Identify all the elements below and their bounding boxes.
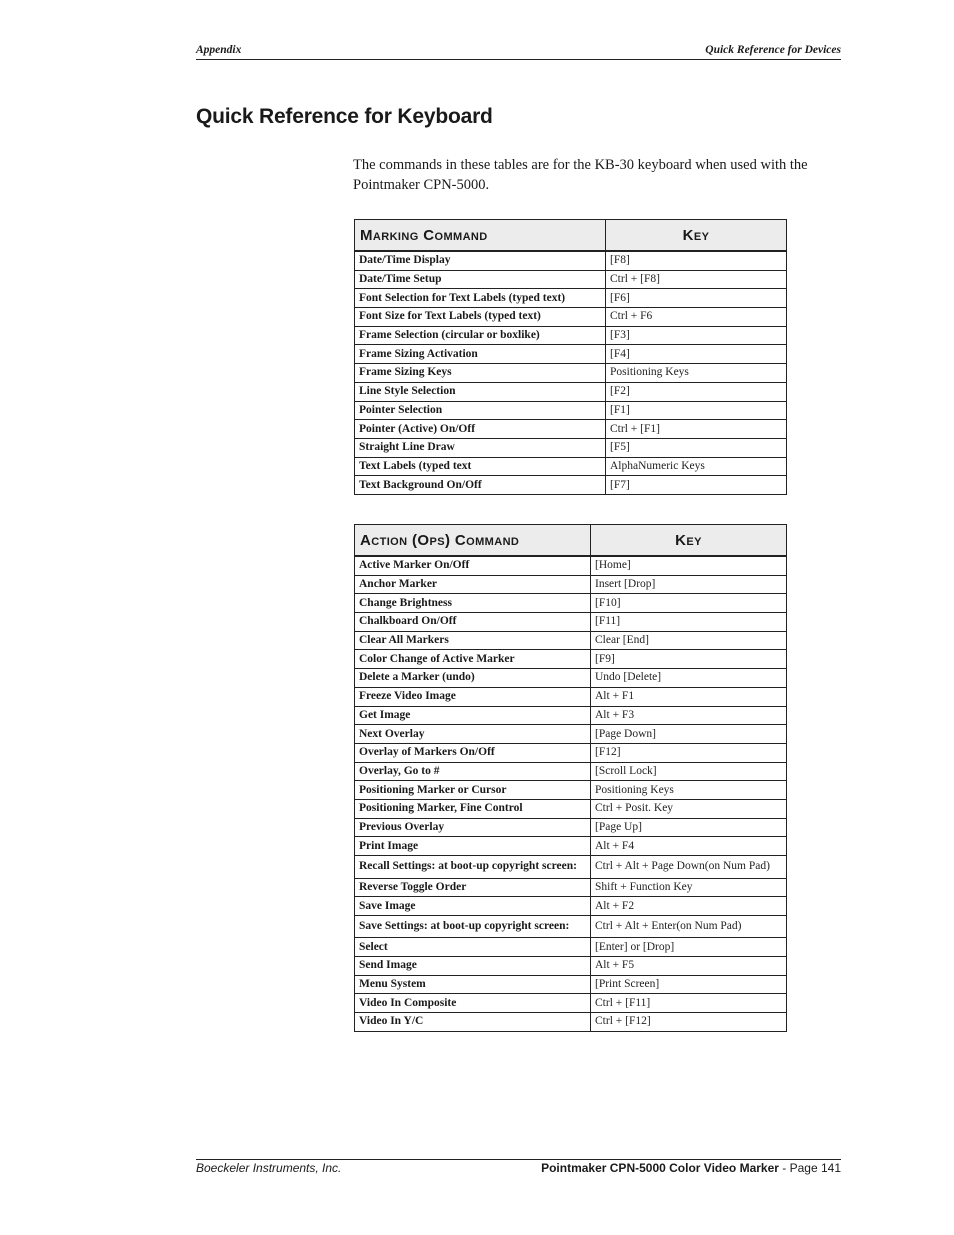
column-header-command: Action (Ops) Command — [355, 525, 591, 557]
table-row — [355, 308, 787, 327]
command-cell: Recall Settings: at boot-up copyright screen: — [355, 856, 591, 879]
header-section-label: Appendix — [196, 44, 242, 56]
table-row — [355, 650, 787, 669]
key-cell: [F10] — [591, 594, 787, 613]
command-cell: Change Brightness — [355, 594, 591, 613]
command-cell: Menu System — [355, 975, 591, 994]
command-cell: Overlay, Go to # — [355, 762, 591, 781]
key-cell: Ctrl + [F8] — [606, 270, 787, 289]
key-cell: Ctrl + Posit. Key — [591, 799, 787, 818]
table-row — [355, 251, 787, 270]
table-row — [355, 575, 787, 594]
key-cell: [Page Up] — [591, 818, 787, 837]
key-cell: [F11] — [591, 613, 787, 632]
key-cell: Positioning Keys — [606, 364, 787, 383]
key-cell: Ctrl + [F1] — [606, 420, 787, 439]
table-row — [355, 975, 787, 994]
table-row — [355, 401, 787, 420]
key-cell: Shift + Function Key — [591, 878, 787, 897]
table-row — [355, 897, 787, 916]
key-cell: [F4] — [606, 345, 787, 364]
key-cell: Ctrl + F6 — [606, 308, 787, 327]
key-cell: [F2] — [606, 382, 787, 401]
command-cell: Active Marker On/Off — [355, 556, 591, 575]
table-row — [355, 556, 787, 575]
command-cell: Chalkboard On/Off — [355, 613, 591, 632]
marking-command-table — [354, 219, 787, 495]
command-cell: Color Change of Active Marker — [355, 650, 591, 669]
key-cell: [F5] — [606, 438, 787, 457]
command-cell: Positioning Marker or Cursor — [355, 781, 591, 800]
key-cell: [Print Screen] — [591, 975, 787, 994]
key-cell: [Page Down] — [591, 725, 787, 744]
table-row — [355, 725, 787, 744]
table-row — [355, 799, 787, 818]
table-row — [355, 289, 787, 308]
command-cell: Previous Overlay — [355, 818, 591, 837]
page-title: Quick Reference for Keyboard — [196, 105, 493, 128]
table-row — [355, 938, 787, 957]
command-cell: Freeze Video Image — [355, 687, 591, 706]
table-row — [355, 382, 787, 401]
table-row — [355, 438, 787, 457]
command-cell: Clear All Markers — [355, 631, 591, 650]
key-cell: Alt + F4 — [591, 837, 787, 856]
table-row — [355, 420, 787, 439]
key-cell: Ctrl + [F12] — [591, 1013, 787, 1032]
table-row — [355, 594, 787, 613]
command-cell: Line Style Selection — [355, 382, 606, 401]
marking-table-body — [355, 251, 787, 494]
table-row — [355, 270, 787, 289]
key-cell: Insert [Drop] — [591, 575, 787, 594]
table-row — [355, 457, 787, 476]
key-cell: AlphaNumeric Keys — [606, 457, 787, 476]
footer-right — [541, 1161, 841, 1175]
command-cell: Reverse Toggle Order — [355, 878, 591, 897]
command-cell: Straight Line Draw — [355, 438, 606, 457]
command-cell: Delete a Marker (undo) — [355, 669, 591, 688]
header-chapter-label: Quick Reference for Devices — [705, 44, 841, 56]
command-cell: Text Background On/Off — [355, 476, 606, 495]
table-row — [355, 837, 787, 856]
table-row — [355, 878, 787, 897]
table-row — [355, 345, 787, 364]
action-table-body — [355, 556, 787, 1031]
key-cell: [Home] — [591, 556, 787, 575]
key-cell: Ctrl + Alt + Enter(on Num Pad) — [591, 915, 787, 938]
table-header-row — [355, 525, 787, 557]
table-row — [355, 915, 787, 938]
command-cell: Get Image — [355, 706, 591, 725]
key-cell: [F3] — [606, 326, 787, 345]
intro-paragraph: The commands in these tables are for the KB-30 keyboard when used with the Pointmaker CPN-5000. — [353, 157, 808, 193]
key-cell: Clear [End] — [591, 631, 787, 650]
column-header-key: Key — [591, 525, 787, 557]
key-cell: [Scroll Lock] — [591, 762, 787, 781]
key-cell: [F1] — [606, 401, 787, 420]
table-row — [355, 631, 787, 650]
command-cell: Select — [355, 938, 591, 957]
action-command-table — [354, 524, 787, 1032]
command-cell: Video In Y/C — [355, 1013, 591, 1032]
running-header — [196, 44, 841, 60]
command-cell: Video In Composite — [355, 994, 591, 1013]
key-cell: Alt + F5 — [591, 957, 787, 976]
key-cell: Alt + F2 — [591, 897, 787, 916]
footer-page-number: - Page 141 — [778, 1161, 841, 1175]
command-cell: Frame Sizing Activation — [355, 345, 606, 364]
table-row — [355, 476, 787, 495]
column-header-command: Marking Command — [355, 220, 606, 252]
table-row — [355, 818, 787, 837]
key-cell: Undo [Delete] — [591, 669, 787, 688]
command-cell: Print Image — [355, 837, 591, 856]
key-cell: [F9] — [591, 650, 787, 669]
table-row — [355, 326, 787, 345]
key-cell: [F6] — [606, 289, 787, 308]
key-cell: [F8] — [606, 251, 787, 270]
table-row — [355, 364, 787, 383]
key-cell: [Enter] or [Drop] — [591, 938, 787, 957]
command-cell: Positioning Marker, Fine Control — [355, 799, 591, 818]
key-cell: [F7] — [606, 476, 787, 495]
command-cell: Overlay of Markers On/Off — [355, 743, 591, 762]
table-row — [355, 613, 787, 632]
command-cell: Text Labels (typed text — [355, 457, 606, 476]
key-cell: Alt + F3 — [591, 706, 787, 725]
table-row — [355, 957, 787, 976]
command-cell: Save Settings: at boot-up copyright screen: — [355, 915, 591, 938]
column-header-key: Key — [606, 220, 787, 252]
table-row — [355, 1013, 787, 1032]
table-row — [355, 706, 787, 725]
command-cell: Pointer Selection — [355, 401, 606, 420]
command-cell: Frame Sizing Keys — [355, 364, 606, 383]
table-header-row — [355, 220, 787, 252]
command-cell: Pointer (Active) On/Off — [355, 420, 606, 439]
table-row — [355, 856, 787, 879]
key-cell: Ctrl + Alt + Page Down(on Num Pad) — [591, 856, 787, 879]
key-cell: Positioning Keys — [591, 781, 787, 800]
command-cell: Frame Selection (circular or boxlike) — [355, 326, 606, 345]
command-cell: Font Selection for Text Labels (typed text) — [355, 289, 606, 308]
table-row — [355, 994, 787, 1013]
table-row — [355, 669, 787, 688]
key-cell: [F12] — [591, 743, 787, 762]
key-cell: Ctrl + [F11] — [591, 994, 787, 1013]
command-cell: Date/Time Setup — [355, 270, 606, 289]
key-cell: Alt + F1 — [591, 687, 787, 706]
table-row — [355, 762, 787, 781]
command-cell: Font Size for Text Labels (typed text) — [355, 308, 606, 327]
command-cell: Next Overlay — [355, 725, 591, 744]
table-row — [355, 743, 787, 762]
command-cell: Date/Time Display — [355, 251, 606, 270]
footer-product: Pointmaker CPN-5000 Color Video Marker — [541, 1161, 779, 1175]
table-row — [355, 687, 787, 706]
command-cell: Send Image — [355, 957, 591, 976]
footer-company: Boeckeler Instruments, Inc. — [196, 1161, 342, 1175]
command-cell: Save Image — [355, 897, 591, 916]
page-footer — [196, 1159, 841, 1175]
table-row — [355, 781, 787, 800]
command-cell: Anchor Marker — [355, 575, 591, 594]
